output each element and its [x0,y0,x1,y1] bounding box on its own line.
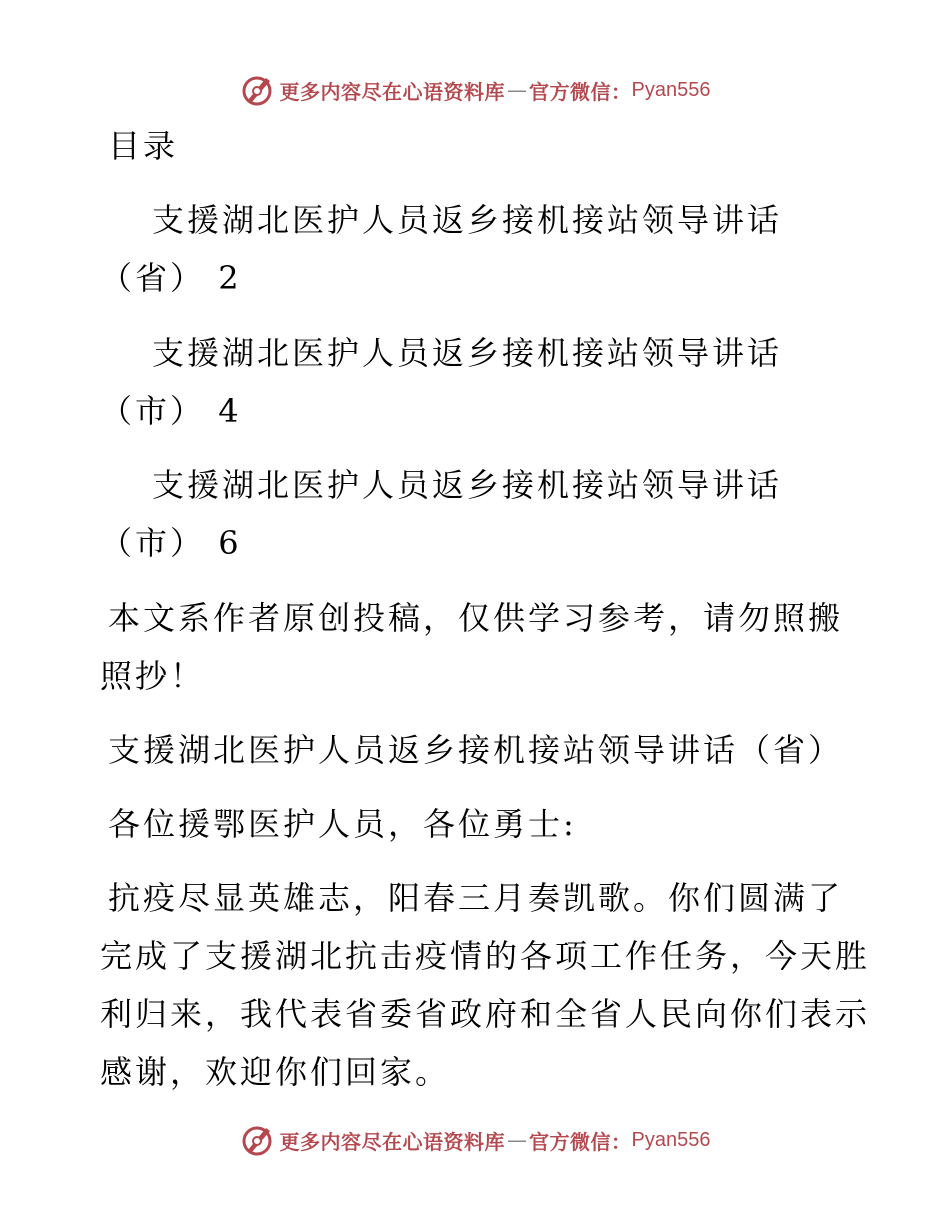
header-watermark [0,70,950,110]
watermark-wechat-id: Pyan556 [631,78,711,101]
footer-watermark [0,1120,950,1160]
toc-entry-1-page: 2 [218,259,242,297]
speech-paragraph-line-1: 抗疫尽显英雄志，阳春三月奏凯歌。你们圆满了 [108,879,844,917]
speech-paragraph-line-3: 利归来，我代表省委省政府和全省人民向你们表示 [100,995,871,1033]
notice-line-2: 照抄！ [100,657,206,695]
toc-entry-2-ref[interactable] [100,391,242,431]
watermark-content [240,72,711,108]
toc-entry-3-ref[interactable] [100,523,242,563]
watermark-wechat-id: Pyan556 [631,1128,711,1151]
toc-entry-1-ref[interactable] [100,258,242,298]
speech-greeting: 各位援鄂医护人员，各位勇士: [108,805,577,843]
watermark-separator: — [507,78,528,102]
watermark-separator: — [507,1128,528,1152]
speech-paragraph-line-4: 感谢，欢迎你们回家。 [100,1053,451,1091]
quill-logo-icon [240,72,276,108]
watermark-text: 更多内容尽在心语资料库 [279,79,506,104]
toc-entry-2-page: 4 [218,392,242,430]
toc-entry-1-scope: （省） [100,259,206,297]
toc-heading: 目录 [108,127,179,165]
speech-title: 支援湖北医护人员返乡接机接站领导讲话（省） [108,731,844,769]
toc-entry-3-title[interactable]: 支援湖北医护人员返乡接机接站领导讲话 [152,466,783,504]
notice-line-1: 本文系作者原创投稿，仅供学习参考，请勿照搬 [108,599,844,637]
watermark-text: 更多内容尽在心语资料库 [279,1129,506,1154]
toc-entry-3-scope: （市） [100,524,206,562]
speech-paragraph-line-2: 完成了支援湖北抗击疫情的各项工作任务，今天胜 [100,937,871,975]
toc-entry-2-title[interactable]: 支援湖北医护人员返乡接机接站领导讲话 [152,334,783,372]
quill-logo-icon [240,1122,276,1158]
watermark-official-label: 官方微信： [529,79,632,104]
toc-entry-1-title[interactable]: 支援湖北医护人员返乡接机接站领导讲话 [152,201,783,239]
toc-entry-2-scope: （市） [100,392,206,430]
toc-entry-3-page: 6 [218,524,242,562]
watermark-official-label: 官方微信： [529,1129,632,1154]
watermark-content [240,1122,711,1158]
